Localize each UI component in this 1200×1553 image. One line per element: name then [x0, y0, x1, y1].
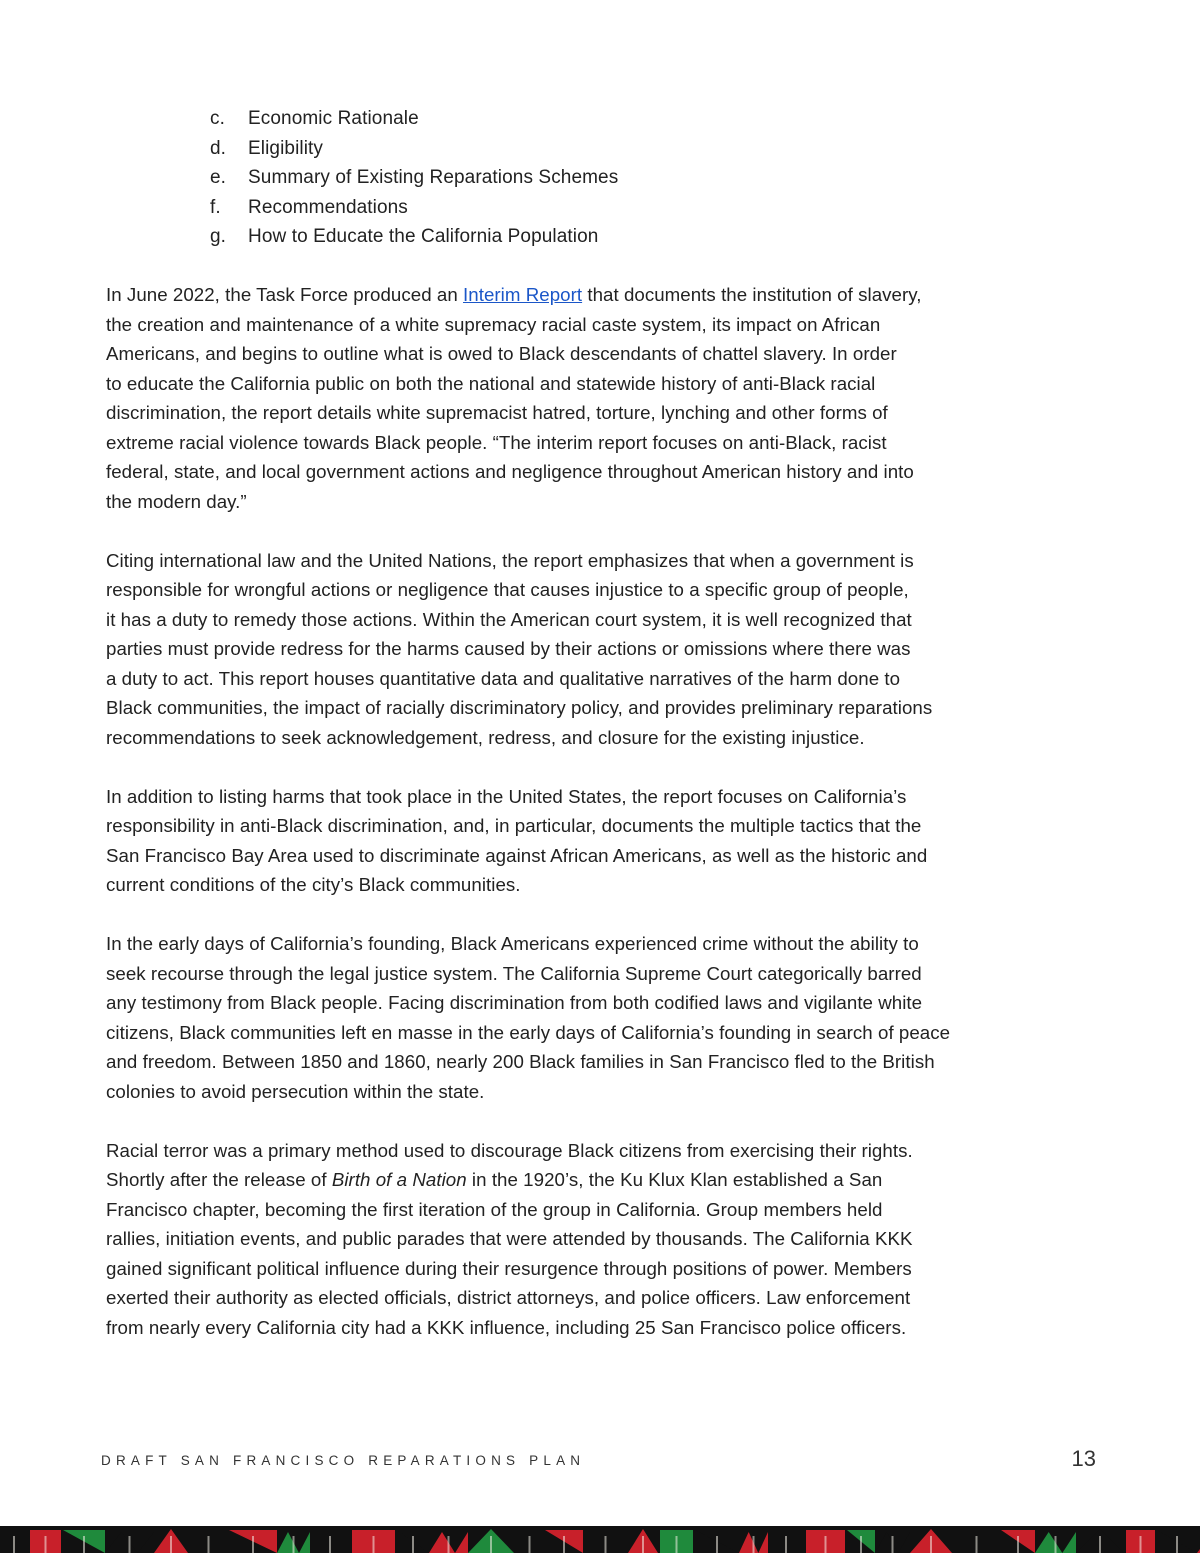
page-number: 13 [1071, 1446, 1096, 1471]
pattern-stripe [753, 1536, 755, 1553]
paragraph-early-days [106, 929, 1106, 1106]
toc-item-label: How to Educate the California Population [248, 226, 599, 248]
text-line: In the early days of California’s founding, Black Americans experienced crime without the ability to [106, 933, 919, 954]
toc-item-existing-schemes [210, 163, 618, 193]
pattern-stripe [208, 1536, 210, 1553]
pattern-stripe [373, 1536, 375, 1553]
text-line: and freedom. Between 1850 and 1860, nearly 200 Black families in San Francisco fled to the British [106, 1051, 935, 1072]
pattern-stripe [1099, 1536, 1101, 1553]
text-line: Americans, and begins to outline what is owed to Black descendants of chattel slavery. In order [106, 343, 897, 364]
pattern-stripe [129, 1536, 131, 1553]
footer-title: DRAFT SAN FRANCISCO REPARATIONS PLAN [101, 1453, 586, 1468]
toc-item-marker: g. [210, 226, 227, 248]
text-line: to educate the California public on both the national and statewide history of anti-Black racial [106, 372, 876, 394]
text-line: citizens, Black communities left en masse in the early days of California’s founding in search of peace [106, 1021, 951, 1043]
toc-item-marker: e. [210, 167, 227, 189]
pattern-stripe [1140, 1536, 1142, 1553]
toc-item-label: Recommendations [248, 196, 408, 218]
text-line: extreme racial violence towards Black people. “The interim report focuses on anti-Black, racist [106, 431, 887, 453]
text-line: seek recourse through the legal justice system. The California Supreme Court categorically barred [106, 962, 922, 984]
decorative-pattern-border [0, 1526, 1200, 1553]
toc-item-eligibility [210, 134, 618, 164]
pattern-stripe [716, 1536, 718, 1553]
text-line: colonies to avoid persecution within the state. [106, 1080, 485, 1102]
pattern-stripe [170, 1536, 172, 1553]
body-text [106, 280, 1106, 1372]
pattern-stripe [860, 1536, 862, 1553]
pattern-stripe [785, 1536, 787, 1553]
text-line: current conditions of the city’s Black communities. [106, 874, 521, 895]
paragraph-racial-terror [106, 1136, 1106, 1343]
pattern-stripe [83, 1536, 85, 1553]
text-line: San Francisco Bay Area used to discriminate against African Americans, as well as the historic and [106, 844, 928, 866]
toc-item-recommendations [210, 193, 618, 223]
text-line: exerted their authority as elected officials, district attorneys, and police officers. Law enforcement [106, 1287, 911, 1308]
pattern-stripe [13, 1536, 15, 1553]
toc-item-label: Economic Rationale [248, 108, 419, 129]
toc-item-marker: d. [210, 137, 227, 159]
text-line: any testimony from Black people. Facing discrimination from both codified laws and vigilante white [106, 992, 923, 1013]
text-line: responsibility in anti-Black discrimination, and, in particular, documents the multiple tactics that the [106, 815, 922, 836]
text-line: gained significant political influence during their resurgence through positions of power. Members [106, 1257, 912, 1279]
pattern-stripe [676, 1536, 678, 1553]
paragraph-interim-report [106, 280, 1106, 516]
pattern-stripe [930, 1536, 932, 1553]
toc-item-label: Summary of Existing Reparations Schemes [248, 167, 619, 189]
text-line: it has a duty to remedy those actions. Within the American court system, it is well recognized that [106, 608, 912, 630]
text-line: from nearly every California city had a KKK influence, including 25 San Francisco police officers. [106, 1316, 907, 1338]
text-line: responsible for wrongful actions or negligence that causes injustice to a specific group of people, [106, 579, 909, 600]
pattern-stripe [45, 1536, 47, 1553]
text-run: that documents the institution of slavery, [582, 284, 922, 305]
text-line: rallies, initiation events, and public parades that were attended by thousands. The California KKK [106, 1228, 913, 1249]
text-line: Black communities, the impact of racially discriminatory policy, and provides preliminary reparations [106, 697, 933, 718]
text-line: federal, state, and local government actions and negligence throughout American history and into [106, 461, 914, 482]
text-line: parties must provide redress for the harms caused by their actions or omissions where there was [106, 638, 911, 659]
text-line: In addition to listing harms that took place in the United States, the report focuses on California’s [106, 785, 907, 807]
paragraph-international-law [106, 546, 1106, 753]
text-line: discrimination, the report details white supremacist hatred, torture, lynching and other forms of [106, 402, 888, 423]
toc-sublist [210, 104, 618, 252]
text-line: the creation and maintenance of a white supremacy racial caste system, its impact on African [106, 313, 881, 335]
pattern-stripe [329, 1536, 331, 1553]
text-line [106, 1165, 1106, 1195]
text-line: Francisco chapter, becoming the first iteration of the group in California. Group members held [106, 1198, 883, 1220]
text-run: in the 1920’s, the Ku Klux Klan established a San [466, 1169, 883, 1190]
pattern-stripe [892, 1536, 894, 1553]
pattern-stripe [412, 1536, 414, 1553]
text-line: recommendations to seek acknowledgement, redress, and closure for the existing injustice. [106, 726, 865, 748]
pattern-stripe [529, 1536, 531, 1553]
pattern-stripe [563, 1536, 565, 1553]
pattern-stripe [642, 1536, 644, 1553]
toc-item-label: Eligibility [248, 137, 324, 159]
film-title: Birth of a Nation [331, 1169, 467, 1190]
pattern-stripe [605, 1536, 607, 1553]
text-run: In June 2022, the Task Force produced an [106, 284, 464, 305]
pattern-border-graphic [0, 1526, 1200, 1553]
pattern-stripe [490, 1536, 492, 1553]
toc-item-marker: f. [210, 196, 221, 218]
text-run: Shortly after the release of [106, 1169, 332, 1190]
pattern-stripe [448, 1536, 450, 1553]
pattern-stripe [1017, 1536, 1019, 1553]
pattern-stripe [252, 1536, 254, 1553]
toc-item-economic-rationale [210, 104, 618, 134]
text-line: Citing international law and the United Nations, the report emphasizes that when a government is [106, 549, 914, 571]
pattern-stripe [1176, 1536, 1178, 1553]
interim-report-link[interactable]: Interim Report [463, 284, 583, 305]
paragraph-california-responsibility [106, 782, 1106, 900]
text-line: a duty to act. This report houses quantitative data and qualitative narratives of the harm done to [106, 667, 901, 689]
toc-item-educate-population [210, 222, 618, 252]
text-line: the modern day.” [106, 490, 247, 512]
pattern-stripe [293, 1536, 295, 1553]
pattern-stripe [1055, 1536, 1057, 1553]
text-line: Racial terror was a primary method used to discourage Black citizens from exercising their rights. [106, 1139, 913, 1161]
toc-item-marker: c. [210, 108, 225, 129]
pattern-stripe [825, 1536, 827, 1553]
pattern-stripe [976, 1536, 978, 1553]
text-line [106, 280, 1106, 310]
